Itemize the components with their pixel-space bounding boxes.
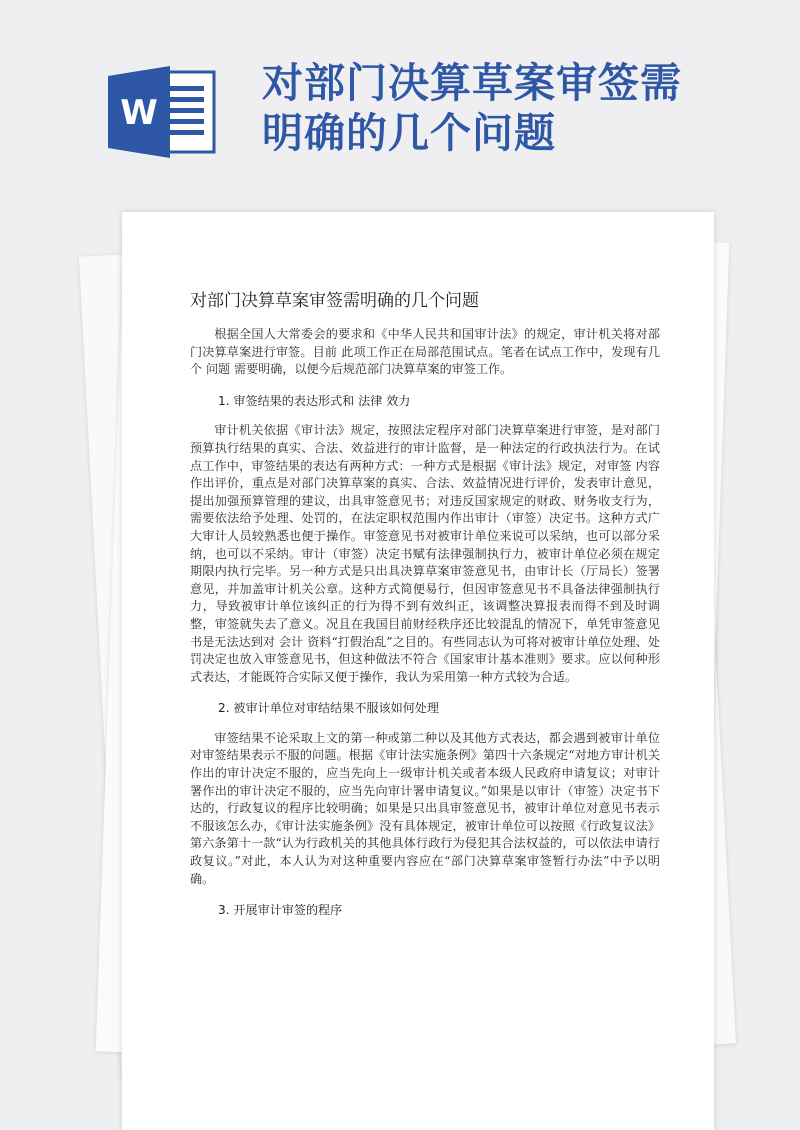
document-title: 对部门决算草案审签需明确的几个问题 [190,291,479,311]
document-page [122,212,714,1130]
section-paragraph: 审签结果不论采取上文的第一种或第二种以及其他方式表达，都会遇到被审计单位对审签结果表示不服的问题。根据《审计法实施条例》第四十六条规定“对地方审计机关作出的审计决定不服的，应当先向上一级审计机关或者本级人民政府申请复议；对审计署作出的审计决定不服的，应当先向审计署申请复议。”如果是以审计（审签）决定书下达的，行政复议的程序比较明确；如果是只出具审签意见书，被审计单位对意见书表示不服该怎么办，《审计法实施条例》没有具体规定，被审计单位可以按照《行政复议法》第六条第十一款“认为行政机关的其他具体行政行为侵犯其合法权益的，可以依法申请行政复议。”对此，本人认为对这种重要内容应在“部门决算草案审签暂行办法”中予以明确。 [190,730,660,886]
intro-paragraph: 根据全国人大常委会的要求和《中华人民共和国审计法》的规定，审计机关将对部门决算草案进行审签。目前 此项工作正在局部范围试点。笔者在试点工作中，发现有几个 问题 需要明确，以便今后规范部门决算草案的审签工作。 [190,327,660,377]
section-heading: 3. 开展审计审签的程序 [218,903,343,918]
document-body [190,326,660,932]
section-paragraph: 审计机关依据《审计法》规定，按照法定程序对部门决算草案进行审签，是对部门预算执行结果的真实、合法、效益进行的审计监督，是一种法定的行政执法行为。在试点工作中，审签结果的表达有两种方式：一种方式是根据《审计法》规定，对审签 内容 作出评价，重点是对部门决算草案的真实、合法、效益情况进行评价，发表审计意见，提出加强预算管理的建议，出具审签意见书；对违反国家规定的财政、财务收支行为，需要依法给予处理、处罚的，在法定职权范围内作出审计（审签）决定书。这种方式广大审计人员较熟悉也便于操作。审签意见书对被审计单位来说可以采纳，也可以部分采纳，也可以不采纳。审计（审签）决定书赋有法律强制执行力，被审计单位必须在规定期限内执行完毕。另一种方式是只出具决算草案审签意见书，由审计长（厅局长）签署意见，并加盖审计机关公章。这种方式简便易行，但因审签意见书不具备法律强制执行力，导致被审计单位该纠正的行为得不到有效纠正，该调整决算报表而得不到及时调整，审签就失去了意义。况且在我国目前财经秩序还比较混乱的情况下，单凭审签意见书是无法达到对 会计 资料“打假治乱”之目的。有些同志认为可将对被审计单位处理、处罚决定也放入审签意见书，但这种做法不符合《国家审计基本准则》要求。应以何种形式表达，才能既符合实际又便于操作，我认为采用第一种方式较为合适。 [190,423,660,684]
section-heading: 2. 被审计单位对审结结果不服该如何处理 [218,701,439,716]
banner-title-line2: 明确的几个问题 [262,109,556,157]
section-heading: 1. 审签结果的表达形式和 法律 效力 [218,393,411,408]
banner-title [262,58,782,158]
word-icon [108,66,216,158]
word-icon-letter: W [120,93,158,133]
banner-title-line1: 对部门决算草案审签需 [262,59,682,107]
